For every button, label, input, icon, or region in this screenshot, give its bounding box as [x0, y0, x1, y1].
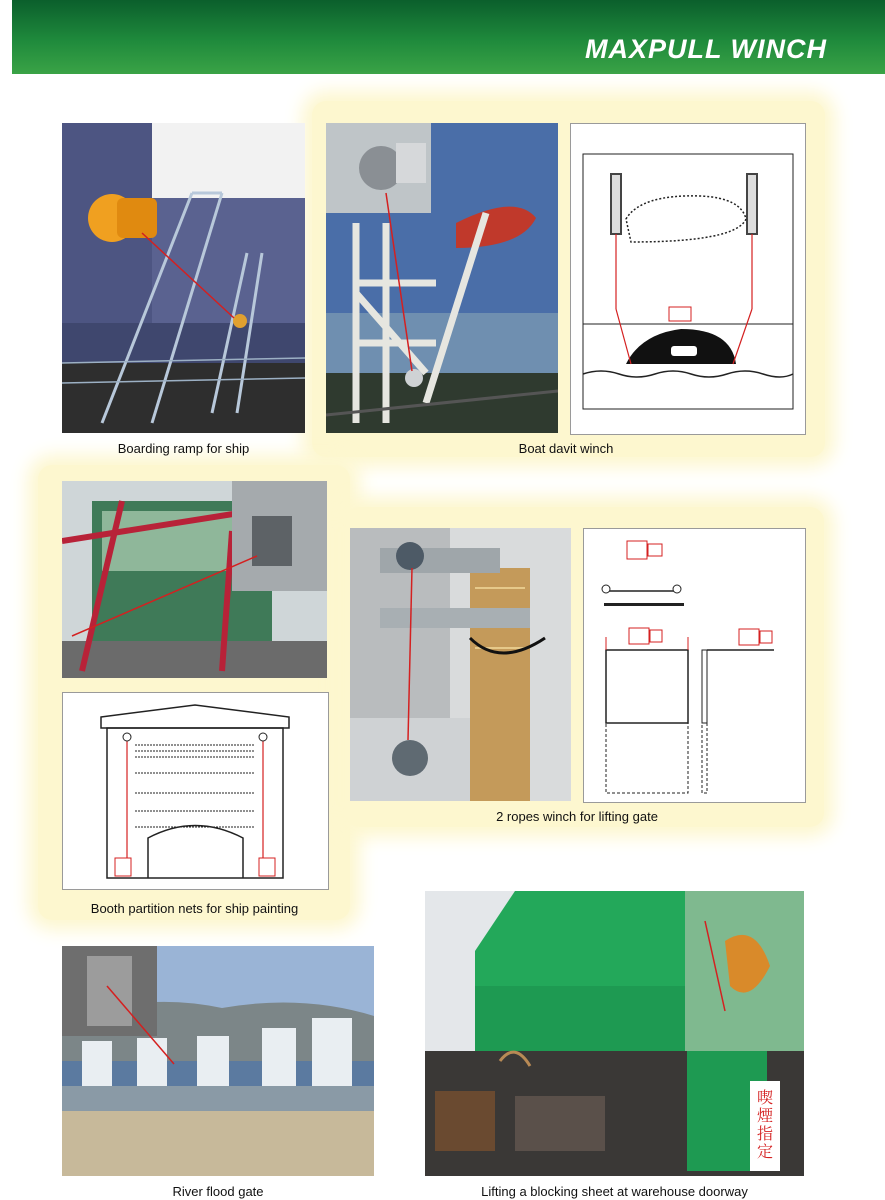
booth-partition-photo	[62, 481, 327, 678]
caption-warehouse-sheet: Lifting a blocking sheet at warehouse doorway	[481, 1184, 748, 1199]
brand-title: MAXPULL WINCH	[585, 34, 827, 64]
caption-booth-partition: Booth partition nets for ship painting	[90, 901, 299, 916]
header-banner	[12, 0, 885, 74]
caption-boarding-ramp: Boarding ramp for ship	[117, 441, 250, 456]
lifting-gate-photo	[350, 528, 571, 801]
caption-river-gate: River flood gate	[172, 1184, 264, 1199]
river-gate-photo	[62, 946, 374, 1176]
caption-lifting-gate: 2 ropes winch for lifting gate	[496, 809, 658, 824]
caption-boat-davit: Boat davit winch	[518, 441, 614, 456]
warehouse-sheet-photo	[425, 891, 804, 1176]
booth-partition-diagram	[62, 692, 329, 890]
boat-davit-diagram	[570, 123, 806, 435]
lifting-gate-diagram	[583, 528, 806, 803]
boarding-ramp-photo	[62, 123, 305, 433]
warehouse-sign-text: 喫煙指定	[756, 1088, 773, 1161]
boat-davit-photo	[326, 123, 558, 433]
